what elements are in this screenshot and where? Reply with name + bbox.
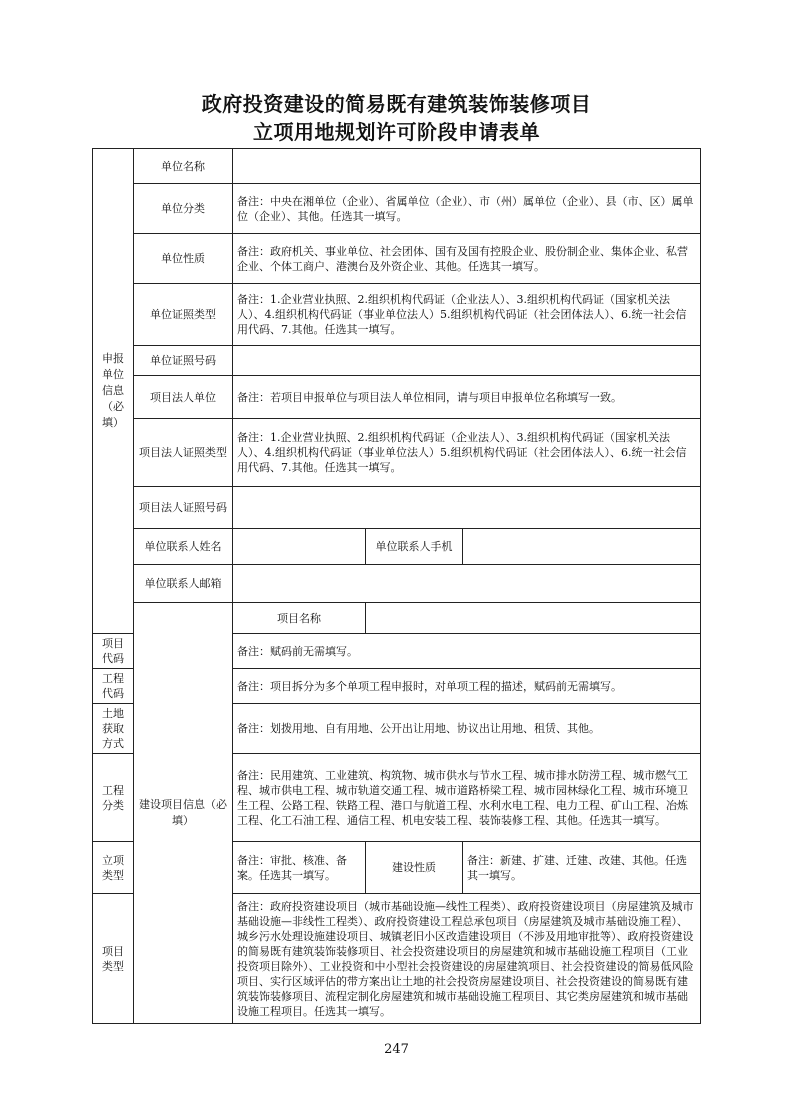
contact-phone-field[interactable] <box>463 529 701 565</box>
legal-unit-label: 项目法人单位 <box>134 376 233 419</box>
project-name-label: 项目名称 <box>233 603 366 634</box>
unit-name-label: 单位名称 <box>134 149 233 184</box>
unit-category-note[interactable]: 备注：中央在湘单位（企业）、省属单位（企业）、市（州）属单位（企业）、县（市、区）属单位（企业）、其他。任选其一填写。 <box>233 184 701 234</box>
row-unit-cert-no <box>93 346 701 376</box>
unit-nature-note[interactable]: 备注：政府机关、事业单位、社会团体、国有及国有控股企业、股份制企业、集体企业、私营企业、个体工商户、港澳台及外资企业、其他。任选其一填写。 <box>233 234 701 284</box>
project-name-field[interactable] <box>366 603 701 634</box>
form-title-line2: 立项用地规划许可阶段申请表单 <box>253 120 540 144</box>
page-number: 247 <box>384 1042 409 1057</box>
engineering-code-label: 工程代码 <box>93 669 134 704</box>
land-method-label: 土地获取方式 <box>93 704 134 754</box>
build-nature-label: 建设性质 <box>366 842 463 894</box>
build-nature-note[interactable]: 备注：新建、扩建、迁建、改建、其他。任选其一填写。 <box>463 842 701 894</box>
approval-type-note[interactable]: 备注：审批、核准、备案。任选其一填写。 <box>233 842 366 894</box>
contact-name-field[interactable] <box>233 529 366 565</box>
legal-unit-note[interactable]: 备注：若项目申报单位与项目法人单位相同，请与项目申报单位名称填写一致。 <box>233 376 701 419</box>
row-project-name <box>93 603 701 634</box>
engineering-code-note[interactable]: 备注：项目拆分为多个单项工程申报时，对单项工程的描述，赋码前无需填写。 <box>233 669 701 704</box>
unit-cert-type-label: 单位证照类型 <box>134 284 233 346</box>
project-code-label: 项目代码 <box>93 634 134 669</box>
unit-name-field[interactable] <box>233 149 701 184</box>
form-title-line1: 政府投资建设的简易既有建筑装饰装修项目 <box>201 92 592 116</box>
row-legal-cert-no <box>93 487 701 529</box>
row-unit-name <box>93 149 701 184</box>
engineering-class-label: 工程分类 <box>93 754 134 842</box>
contact-email-field[interactable] <box>233 565 701 603</box>
project-type-note[interactable]: 备注：政府投资建设项目（城市基础设施—线性工程类）、政府投资建设项目（房屋建筑及城市基础设施—非线性工程类）、政府投资建设工程总承包项目（房屋建筑及城市基础设施工程）、城乡污水处理设施建设项目、城镇老旧小区改造建设项目（不涉及用地审批等）、政府投资建设的简易既有建筑装饰装修项目、社会投资建设项目的房屋建筑和城市基础设施工程项目（工业投资项目除外）、工业投资和中小型社会投资建设的房屋建筑项目、社会投资建设的简易低风险项目、实行区域评估的带方案出让土地的社会投资房屋建设项目、社会投资建设的简易既有建筑装饰装修项目、流程定制化房屋建筑和城市基础设施工程项目、其它类房屋建筑和城市基础设施工程项目。任选其一填写。 <box>233 894 701 1024</box>
legal-cert-no-label: 项目法人证照号码 <box>134 487 233 529</box>
unit-cert-type-note[interactable]: 备注：1.企业营业执照、2.组织机构代码证（企业法人）、3.组织机构代码证（国家机关法人）、4.组织机构代码证（事业单位法人）5.组织机构代码证（社会团体法人）、6.统一社会信用代码、7.其他。任选其一填写。 <box>233 284 701 346</box>
row-contact-email <box>93 565 701 603</box>
project-type-label: 项目类型 <box>93 894 134 1024</box>
row-legal-unit <box>93 376 701 419</box>
land-method-note[interactable]: 备注：划拨用地、自有用地、公开出让用地、协议出让用地、租赁、其他。 <box>233 704 701 754</box>
application-form-table <box>92 148 701 1024</box>
contact-email-label: 单位联系人邮箱 <box>134 565 233 603</box>
section-applicant-info-label: 申报单位信息（必填） <box>93 149 134 634</box>
row-unit-category <box>93 184 701 234</box>
unit-category-label: 单位分类 <box>134 184 233 234</box>
legal-cert-no-field[interactable] <box>233 487 701 529</box>
row-legal-cert-type <box>93 419 701 487</box>
approval-type-label: 立项类型 <box>93 842 134 894</box>
unit-cert-no-label: 单位证照号码 <box>134 346 233 376</box>
engineering-class-note[interactable]: 备注：民用建筑、工业建筑、构筑物、城市供水与节水工程、城市排水防涝工程、城市燃气工程、城市供电工程、城市轨道交通工程、城市道路桥梁工程、城市园林绿化工程、城市环境卫生工程、公路工程、铁路工程、港口与航道工程、水利水电工程、电力工程、矿山工程、冶炼工程、化工石油工程、通信工程、机电安装工程、装饰装修工程、其他。任选其一填写。 <box>233 754 701 842</box>
row-unit-cert-type <box>93 284 701 346</box>
row-contact <box>93 529 701 565</box>
row-unit-nature <box>93 234 701 284</box>
unit-nature-label: 单位性质 <box>134 234 233 284</box>
contact-name-label: 单位联系人姓名 <box>134 529 233 565</box>
section-project-info-label: 建设项目信息（必填） <box>134 603 233 1024</box>
contact-phone-label: 单位联系人手机 <box>366 529 463 565</box>
project-code-note[interactable]: 备注：赋码前无需填写。 <box>233 634 701 669</box>
legal-cert-type-note[interactable]: 备注：1.企业营业执照、2.组织机构代码证（企业法人）、3.组织机构代码证（国家机关法人）、4.组织机构代码证（事业单位法人）5.组织机构代码证（社会团体法人）、6.统一社会信用代码、7.其他。任选其一填写。 <box>233 419 701 487</box>
legal-cert-type-label: 项目法人证照类型 <box>134 419 233 487</box>
unit-cert-no-field[interactable] <box>233 346 701 376</box>
